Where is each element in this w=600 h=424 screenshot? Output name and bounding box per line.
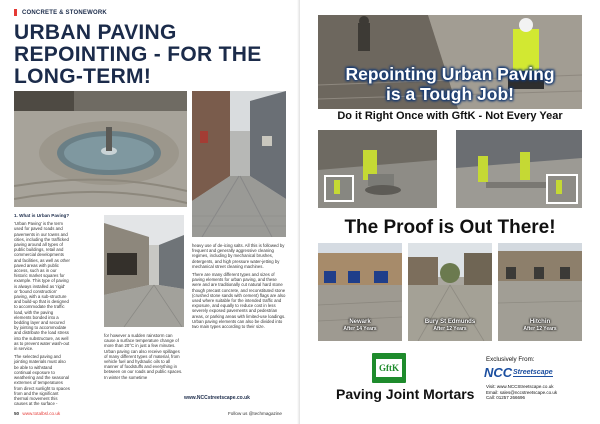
case-study-caption <box>318 319 402 332</box>
headline-line-2: REPOINTING - FOR THE <box>14 43 262 66</box>
article-web-link[interactable]: www.NCCstreetscape.co.uk <box>184 395 250 401</box>
photo-worker-pouring <box>318 130 437 208</box>
case-study-hitchin <box>498 243 582 341</box>
article-column-1 <box>14 213 70 409</box>
ad-proof-heading: The Proof is Out There! <box>344 217 556 238</box>
contact-phone: Call: 01257 266696 <box>486 395 526 401</box>
ncc-logo-long: Streetscape <box>513 369 553 376</box>
contact-website[interactable]: Visit: www.NCCStreetscape.co.uk <box>486 384 554 389</box>
contact-details <box>486 384 557 401</box>
ad-banner-photo <box>318 15 582 109</box>
photo-pedestrian-street <box>192 91 286 237</box>
headline-line-1: URBAN PAVING <box>14 21 177 44</box>
article-paragraph: 'Urban Paving' is the term used for paved roads and pavements in our towns and cities, including the trafficked paving around all types of public buildings, retail and commercial developments and facilities, as well as other paved areas with public access, such as in our historic market squares for example. This type of paving is always installed as 'rigid' or 'bound construction' paving, with a sub-structure and build-up that is designed to accommodate the traffic load, with the paving elements bonded into a bedding layer and secured by jointing to accommodate and distribute the load stress into the substructure, as well as to prevent water wash-out in service. <box>14 221 70 352</box>
gftk-logo-text: GftK <box>376 359 402 377</box>
headline-line-3: LONG-TERM! <box>14 65 152 88</box>
exclusive-label: Exclusively From: <box>486 356 535 363</box>
case-study-age: After 12 Years <box>523 326 557 332</box>
social-follow: Follow us @techmagazine <box>228 411 282 416</box>
ad-banner-line-2: is a Tough Job! <box>385 84 514 104</box>
article-headline <box>14 22 284 88</box>
section-marker <box>14 9 17 16</box>
ad-tagline: Do it Right Once with GftK - Not Every Year <box>337 110 563 122</box>
case-study-bury-st-edmunds <box>408 243 492 341</box>
case-study-city: Newark <box>349 319 371 325</box>
case-study-newark <box>318 243 402 341</box>
product-title: Paving Joint Mortars <box>336 386 475 402</box>
article-paragraph: There are many different types and sizes of paving elements for urban paving, and these were and are traditionally cut natural hard stone though precast concrete, and reconstituted stone (crushed stone sands with cement) flags are also used where suitable for the intended traffic and exposure, and equally to reduce cost in less severely exposed pavements and pedestrian areas, or parking areas with limited-use loadings. Urban paving elements can also be divided into two main types according to their size. <box>192 272 286 330</box>
photo-fountain-square <box>14 91 187 207</box>
section-tag <box>14 9 107 16</box>
contact-email[interactable]: Email: sales@nccstreetscape.co.uk <box>486 389 558 395</box>
page-number: 50 <box>14 411 20 416</box>
ad-banner-line-1: Repointing Urban Paving <box>345 64 555 84</box>
ncc-logo-short: NCC <box>484 365 513 380</box>
case-study-caption <box>408 319 492 332</box>
gftk-logo <box>372 353 406 383</box>
article-paragraph: heavy use of de-icing salts. All this is followed by frequent and generally aggressive cleaning regimes, including by mechanical brushes, detergents, and high pressure water-jetting by mechanical street cleaning machines. <box>192 243 285 269</box>
article-paragraph: The selected paving and jointing materials must also be able to withstand continual exposure to weathering and the seasonal extremes of temperatures from direct sunlight to spaces from and the significant thermal movement this causes at the surface - <box>14 354 70 407</box>
article-paragraph: for however a sudden rainstorm can cause a surface temperature change of more than 20°C in just a few minutes. Urban paving can also receive spillages of many different types of material, from vehicle fuel and hydraulic oils to all manner of foodstuffs and everything in between on our roads and public spaces. In winter the sometime <box>104 333 183 380</box>
ncc-streetscape-logo <box>484 365 556 380</box>
article-column-2 <box>104 333 184 383</box>
article-column-3 <box>192 243 286 332</box>
section-tag-label: CONCRETE & STONEWORK <box>22 9 107 16</box>
photo-shop-street <box>104 215 184 327</box>
photo-workers-street <box>456 130 582 208</box>
case-study-city: Hitchin <box>529 319 551 325</box>
page-url[interactable]: www.totalbsl.co.uk <box>22 411 61 416</box>
case-study-caption <box>498 319 582 332</box>
case-study-city: Bury St Edmunds <box>424 319 476 325</box>
case-study-age: After 12 Years <box>433 326 467 332</box>
case-study-age: After 14 Years <box>343 326 377 332</box>
article-subhead: 1. What is Urban Paving? <box>14 213 70 218</box>
page-folio <box>14 411 60 416</box>
